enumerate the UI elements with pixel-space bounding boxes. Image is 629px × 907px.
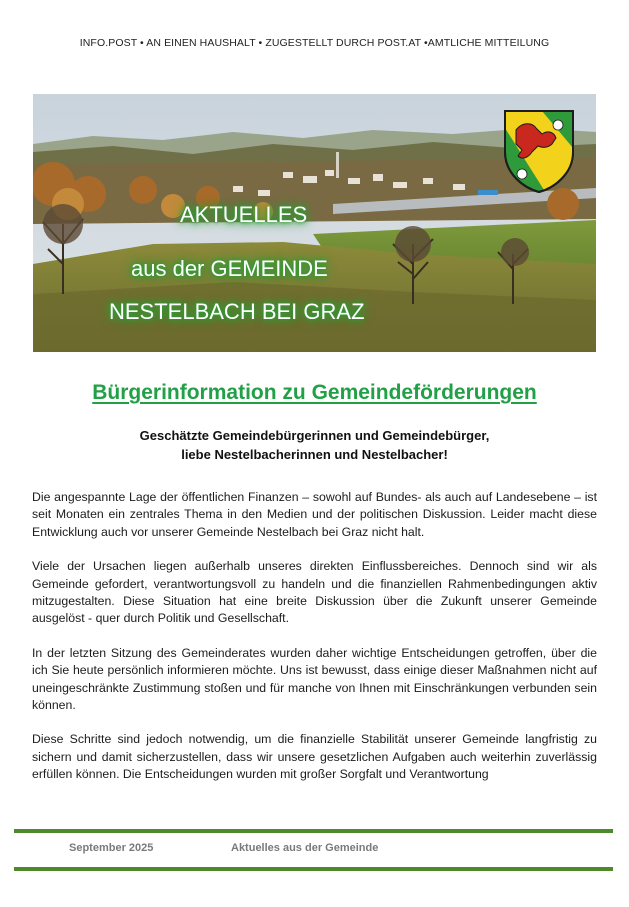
banner-title-line-3: NESTELBACH BEI GRAZ xyxy=(109,299,365,324)
postal-notice: INFO.POST • AN EINEN HAUSHALT • ZUGESTELLT DURCH POST.AT •AMTLICHE MITTEILUNG xyxy=(79,37,550,49)
paragraph: Viele der Ursachen liegen außerhalb unseres direkten Einflussbereiches. Dennoch sind wir als Gemeinde gefordert, verantwortungsvoll zu handeln und die finanziellen Rahmenbedingungen aktiv mitzugestalten. Diese Situation hat eine breite Diskussion über die Zukunft unserer Gemeinde ausgelöst - quer durch Politik und Gesellschaft. xyxy=(32,559,597,626)
footer-rule-top xyxy=(14,829,613,833)
paragraph: Diese Schritte sind jedoch notwendig, um die finanzielle Stabilität unserer Gemeinde langfristig zu sichern und damit sicherzustellen, dass wir unsere gesetzlichen Aufgaben auch weiterhin zuverlässig erfüllen können. Die Entscheidungen wurden mit großer Sorgfalt und Verantwortung xyxy=(32,732,597,782)
footer-rule-bottom xyxy=(14,867,613,871)
banner-title-line-1: AKTUELLES xyxy=(180,202,308,227)
greeting xyxy=(0,426,629,464)
greeting-line-2: liebe Nestelbacherinnen und Nestelbacher! xyxy=(181,447,448,462)
municipal-coat-of-arms-icon xyxy=(502,108,576,194)
header-banner xyxy=(33,94,596,352)
greeting-line-1: Geschätzte Gemeindebürgerinnen und Gemeindebürger, xyxy=(139,428,490,443)
footer-title: Aktuelles aus der Gemeinde xyxy=(231,842,379,854)
banner-title-line-2: aus der GEMEINDE xyxy=(131,256,328,281)
page-headline: Bürgerinformation zu Gemeindeförderungen xyxy=(92,381,537,404)
paragraph: Die angespannte Lage der öffentlichen Finanzen – sowohl auf Bundes- als auch auf Landesebene – ist seit Monaten ein zentrales Thema in den Medien und der politischen Diskussion. Leider macht diese Entwicklung auch vor unserer Gemeinde Nestelbach bei Graz nicht halt. xyxy=(32,490,597,539)
footer-date: September 2025 xyxy=(69,842,154,854)
article-body xyxy=(32,489,597,801)
paragraph: In der letzten Sitzung des Gemeinderates wurden daher wichtige Entscheidungen getroffen, über die ich Sie heute persönlich informieren möchte. Uns ist bewusst, dass einige dieser Maßnahmen nicht auf uneingeschränkte Zustimmung stoßen und für manche von Ihnen mit Einschränkungen verbunden sein können. xyxy=(32,645,597,713)
